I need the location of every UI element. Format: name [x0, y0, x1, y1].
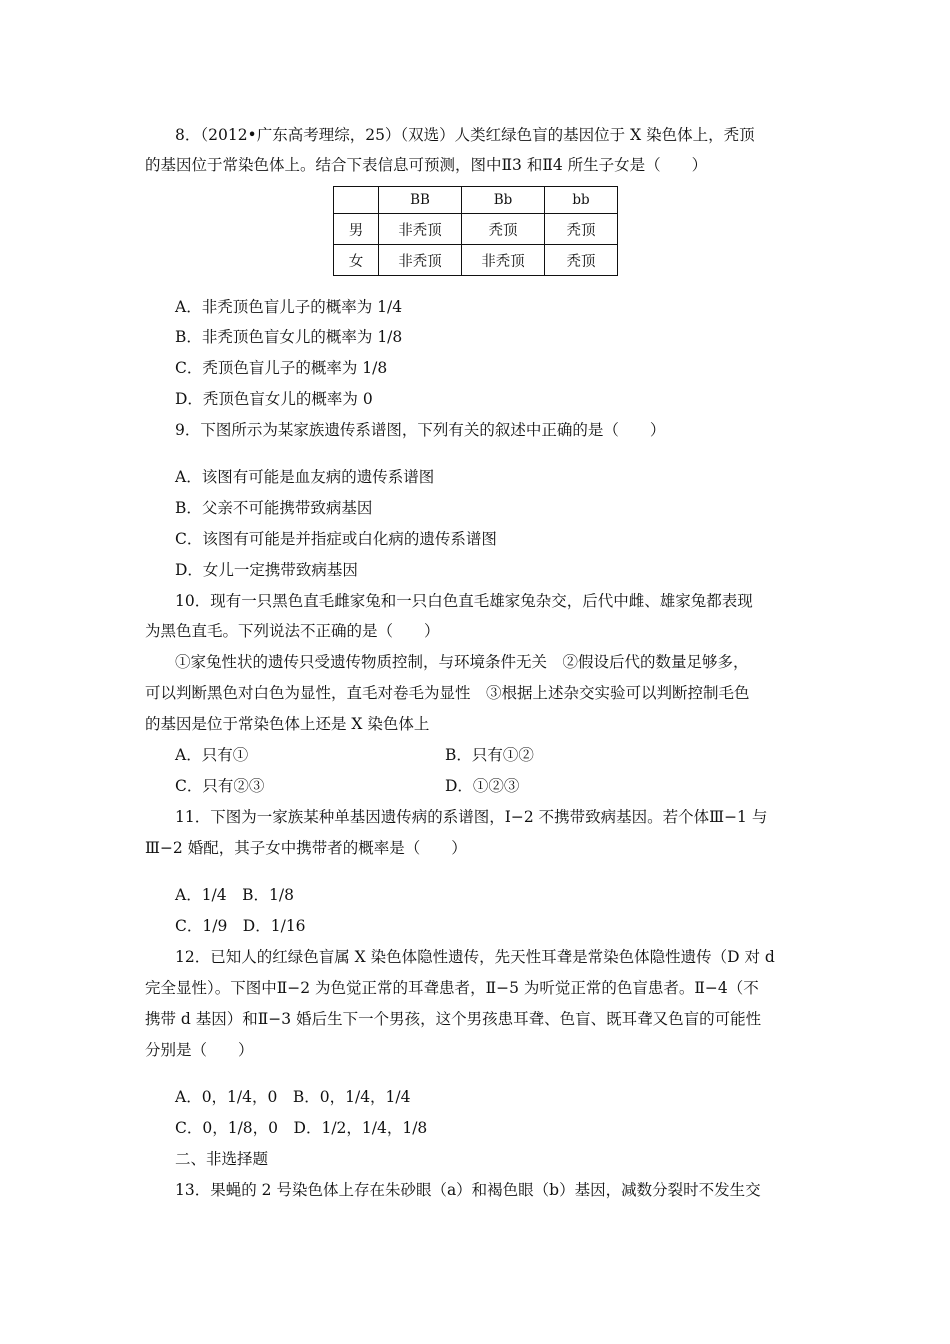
q12-options-cd: C．0，1/8，0 D．1/2，1/4，1/8 — [175, 1119, 428, 1137]
baldness-genotype-table — [333, 186, 618, 276]
q9-option-b: B．父亲不可能携带致病基因 — [175, 499, 373, 517]
table-cell: 非秃顶 — [379, 245, 462, 276]
table-cell: 女 — [334, 245, 379, 276]
q9-option-a: A．该图有可能是血友病的遗传系谱图 — [175, 468, 435, 486]
q11-stem-line2: Ⅲ−2 婚配，其子女中携带者的概率是（ ） — [145, 839, 467, 857]
q10-statement-line1: ①家兔性状的遗传只受遗传物质控制，与环境条件无关 ②假设后代的数量足够多， — [175, 653, 749, 671]
table-row — [334, 245, 618, 276]
q9-option-c: C．该图有可能是并指症或白化病的遗传系谱图 — [175, 530, 497, 548]
q10-option-c: C．只有②③ — [175, 777, 265, 795]
q8-option-a: A．非秃顶色盲儿子的概率为 1/4 — [175, 298, 403, 316]
table-header-cell: BB — [379, 187, 462, 214]
q10-option-a: A．只有① — [175, 746, 249, 764]
table-cell — [334, 187, 379, 214]
table-cell: 男 — [334, 214, 379, 245]
q12-stem-line3: 携带 d 基因）和Ⅱ−3 婚后生下一个男孩，这个男孩患耳聋、色盲、既耳聋又色盲的可能性 — [145, 1010, 762, 1028]
table-header-row — [334, 187, 618, 214]
table-cell: 秃顶 — [545, 214, 618, 245]
q11-options-cd: C．1/9 D．1/16 — [175, 917, 306, 935]
q9-option-d: D．女儿一定携带致病基因 — [175, 561, 358, 579]
q8-stem-line1: 8．（2012•广东高考理综，25）（双选）人类红绿色盲的基因位于 X 染色体上，秃顶 — [175, 126, 755, 144]
table-cell: 非秃顶 — [462, 245, 545, 276]
table-header-cell: bb — [545, 187, 618, 214]
table-header-cell: Bb — [462, 187, 545, 214]
q10-option-d: D．①②③ — [445, 777, 520, 795]
q13-stem-line1: 13．果蝇的 2 号染色体上存在朱砂眼（a）和褐色眼（b）基因，减数分裂时不发生交 — [175, 1181, 761, 1199]
section-heading: 二、非选择题 — [175, 1150, 269, 1168]
q12-stem-line4: 分别是（ ） — [145, 1041, 254, 1059]
q10-stem-line2: 为黑色直毛。下列说法不正确的是（ ） — [145, 622, 440, 640]
q10-option-b: B．只有①② — [445, 746, 534, 764]
table-cell: 非秃顶 — [379, 214, 462, 245]
q12-stem-line1: 12．已知人的红绿色盲属 X 染色体隐性遗传，先天性耳聋是常染色体隐性遗传（D 对 d — [175, 948, 775, 966]
q12-stem-line2: 完全显性）。下图中Ⅱ−2 为色觉正常的耳聋患者，Ⅱ−5 为听觉正常的色盲患者。Ⅱ−4（不 — [145, 979, 759, 997]
table-cell: 秃顶 — [545, 245, 618, 276]
table-row — [334, 214, 618, 245]
q8-option-c: C．秃顶色盲儿子的概率为 1/8 — [175, 359, 388, 377]
q8-stem-line2: 的基因位于常染色体上。结合下表信息可预测，图中Ⅱ3 和Ⅱ4 所生子女是（ ） — [145, 156, 708, 174]
table-cell: 秃顶 — [462, 214, 545, 245]
q11-stem-line1: 11．下图为一家族某种单基因遗传病的系谱图，Ⅰ−2 不携带致病基因。若个体Ⅲ−1 与 — [175, 808, 768, 826]
q10-statement-line3: 的基因是位于常染色体上还是 X 染色体上 — [145, 715, 430, 733]
q8-option-b: B．非秃顶色盲女儿的概率为 1/8 — [175, 328, 403, 346]
q8-option-d: D．秃顶色盲女儿的概率为 0 — [175, 390, 373, 408]
q10-statement-line2: 可以判断黑色对白色为显性，直毛对卷毛为显性 ③根据上述杂交实验可以判断控制毛色 — [145, 684, 750, 702]
q10-stem-line1: 10．现有一只黑色直毛雌家兔和一只白色直毛雄家兔杂交，后代中雌、雄家兔都表现 — [175, 592, 753, 610]
q9-stem: 9．下图所示为某家族遗传系谱图，下列有关的叙述中正确的是（ ） — [175, 421, 666, 439]
q12-options-ab: A．0，1/4，0 B．0，1/4，1/4 — [175, 1088, 411, 1106]
q11-options-ab: A．1/4 B．1/8 — [175, 886, 294, 904]
